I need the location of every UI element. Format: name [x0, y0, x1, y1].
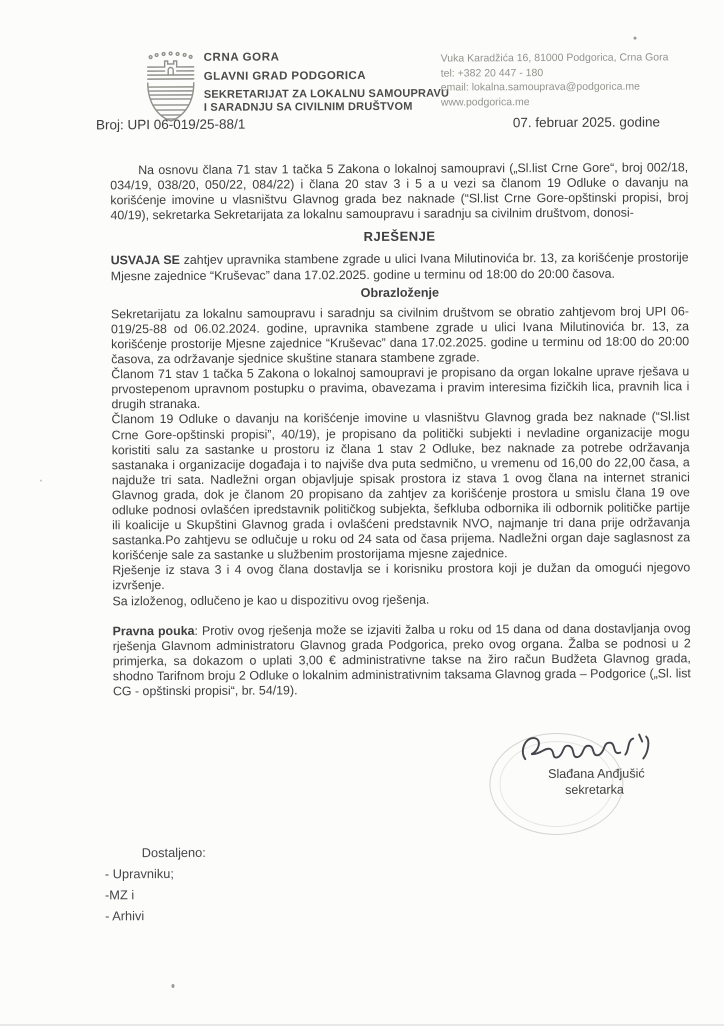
legal-remedy-label: Pravna pouka: [112, 623, 195, 638]
dispositive-label: USVAJA SE: [110, 253, 180, 268]
email-line: email: lokalna.samouprava@podgorica.me: [440, 80, 640, 94]
phone-line: tel: +382 20 447 - 180: [440, 66, 544, 80]
legal-remedy-paragraph: [113, 621, 691, 699]
legal-remedy-text: : Protiv ovog rješenja može se izjaviti žalba u roku od 15 dana od dana dostavljanja ovog rješenja Glavnom administratoru Glavnog grada Podgorica, preko ovog organa. Žalba se podnosi u 2 primjerka, sa dokazom o uplati 3,00 € administrativne takse na žiro račun Budžeta Glavnog grada, shodno Tarifnom broju 2 Odluke o lokalnim administrativnim taksama Glavnog grada – Podgorice („Sl. list CG - opštinski propisi“, br. 54/19).: [112, 620, 691, 699]
explanation-section-title: Obrazloženje: [360, 285, 440, 300]
document-body: [110, 160, 691, 699]
address-line: Vuka Karadžića 16, 81000 Podgorica, Crna Gora: [440, 51, 669, 65]
distribution-list: [105, 842, 206, 927]
issuing-authority-block: [204, 51, 450, 115]
country-name: CRNA GORA: [203, 51, 280, 64]
explanation-paragraph: Sa izloženog, odlučeno je kao u dispozitivu ovog rješenja.: [112, 592, 430, 608]
contact-info-block: [441, 50, 669, 109]
explanation-paragraph: Članom 19 Odluke o davanju na korišćenje imovine u vlasništvu Glavnog grada bez naknade (“Sl.list Crne Gore-opštinski propisi”, 40/19), je propisano da politički subjekti i nevladine organizacije mogu koristiti salu za sastanke u prostoru iz člana 1 stav 2 Odluke, bez naknade za potrebe održavanja sastanaka i organizacije događaja i to najviše dva puta sedmično, u vremenu od 16,00 do 22,00 časa, a najduže tri sata. Nadležni organ objavljuje spisak prostora iz stava 1 ovog člana na internet stranici Glavnog grada, dok je članom 20 propisano da zahtjev za korišćenje prostora u smislu člana 19 ove odluke podnosi ovlašćen ipredstavnik političkog subjekta, šefkluba odbornika ili odbornik političke partije ili koalicije u Skupštini Glavnog grada i ovlašćeni predstavnik NVO, najmanje tri dana prije održavanja sastanka.Po zahtjevu se odlučuje u roku od 24 sata od časa prijema. Nadležni organ daje saglasnost za korišćenje sale za sastanke u službenim prostorijama mjesne zajednice.: [111, 409, 691, 563]
distribution-item: -MZ i: [104, 887, 135, 903]
scan-speck: [40, 480, 42, 482]
document-date: 07. februar 2025. godine: [512, 114, 661, 131]
dispositive-paragraph: [111, 251, 689, 284]
distribution-item: - Upravniku;: [104, 865, 174, 882]
explanation-paragraph: Rješenje iz stava 3 i 4 ovog člana dostavlja se i korisniku prostora koji je dužan da omogući njegovo izvršenje.: [112, 560, 691, 593]
podgorica-coat-of-arms-icon: [143, 50, 199, 123]
scan-speck: [171, 984, 174, 988]
explanation-paragraph: Članom 71 stav 1 tačka 5 Zakona o lokalnoj samoupravi je propisano da organ lokalne uprave rješava u prvostepenom upravnom postupku o pravima, obavezama i pravim interesima fizičkih lica, pravnih lica i drugih stranaka.: [111, 364, 690, 412]
distribution-item: - Arhivi: [105, 908, 145, 924]
scan-speck: [634, 37, 637, 40]
signature-block: [463, 726, 695, 797]
explanation-paragraph: Sekretarijatu za lokalnu samoupravu i saradnju sa civilnim društvom se obratio zahtjevom broj UPI 06-019/25-88 od 06.02.2024. godine, upravnika stambene zgrade u ulici Ivana Milutinovića br. 13, za korišćenje prostorije Mjesne zajednice “Kruševac” dana 17.02.2025. godine u terminu od 18:00 do 20:00 časova, za održavanje sjednice skuštine stanara stambene zgrade.: [110, 304, 690, 367]
website-line: www.podgorica.me: [440, 95, 530, 109]
distribution-label: Dostaljeno:: [141, 844, 206, 861]
dispositive-text: zahtjev upravnika stambene zgrade u ulici Ivana Milutinovića br. 13, za korišćenje prostorije Mjesne zajednice “Kruševac” dana 17.02.2025. godine u terminu od 18:00 do 20:00 časova.: [110, 250, 689, 283]
document-number: Broj: UPI 06-019/25-88/1: [95, 116, 246, 133]
signatory-role: sekretarka: [565, 782, 624, 797]
department-name-line1: SEKRETARIJAT ZA LOKALNU SAMOUPRAVU: [203, 87, 450, 101]
reference-row: [96, 114, 660, 132]
legal-basis-paragraph: Na osnovu člana 71 stav 1 tačka 5 Zakona o lokalnoj samoupravi („Sl.list Crne Gore“, broj 002/18, 034/19, 038/20, 050/22, 084/22) i člana 20 stav 3 i 5 a u vezi sa članom 19 Odluke o davanju na korišćenje imovine u vlasništvu Glavnog grada bez naknade (“Sl.list Crne Gore-opštinski propisi, broj 40/19), sekretarka Sekretarijata za lokalnu samoupravu i saradnju sa civilnim društvom, donosi-: [110, 160, 689, 223]
city-administration-name: GLAVNI GRAD PODGORICA: [203, 69, 366, 83]
signatory-name: Slađana Anđjušić: [548, 766, 645, 782]
decision-title: RJEŠENJE: [363, 228, 436, 245]
department-name-line2: I SARADNJU SA CIVILNIM DRUŠTVOM: [203, 100, 413, 114]
